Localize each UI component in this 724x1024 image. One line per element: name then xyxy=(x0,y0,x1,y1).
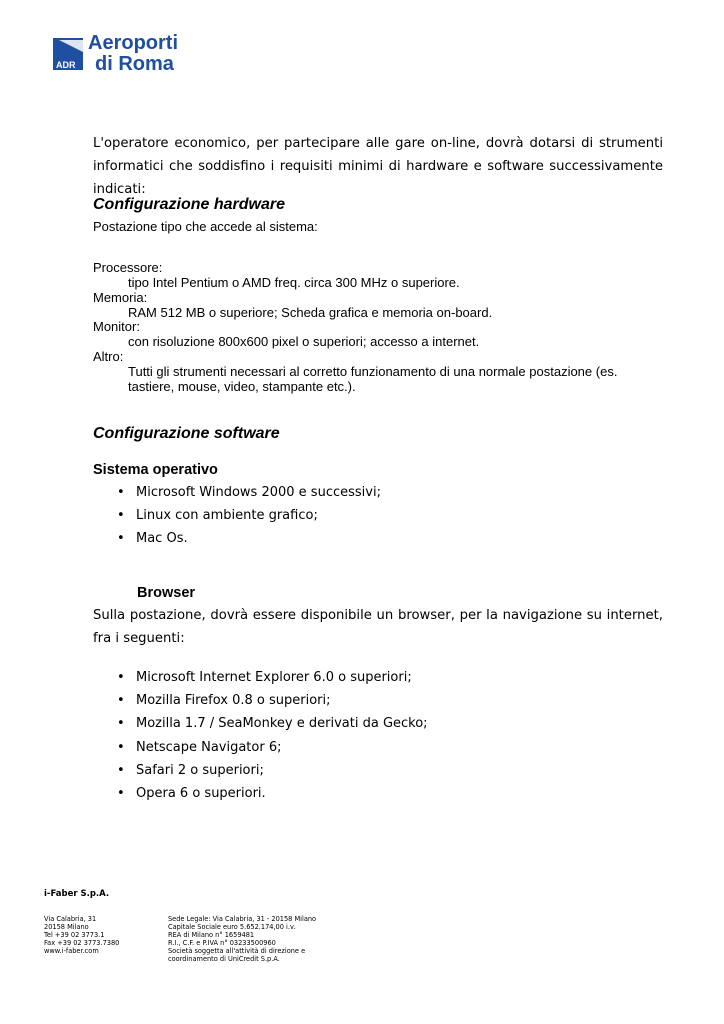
bullet-icon: • xyxy=(117,716,125,732)
logo-line1: Aeroporti xyxy=(88,32,178,54)
os-item: Mac Os. xyxy=(136,531,188,547)
list-item xyxy=(93,692,428,715)
os-item: Linux con ambiente grafico; xyxy=(136,508,318,524)
bullet-icon: • xyxy=(117,508,125,524)
bullet-icon: • xyxy=(117,485,125,500)
hw-processore-label: Processore: xyxy=(93,260,163,275)
aeroporti-di-roma-logo xyxy=(53,30,213,74)
intro-paragraph: L'operatore economico, per partecipare alle gare on-line, dovrà dotarsi di strumenti informatici che soddisfino i requisiti minimi di hardware e software successivamente indicati: xyxy=(93,136,663,197)
list-item xyxy=(93,669,428,692)
hw-memoria-value: RAM 512 MB o superiore; Scheda grafica e memoria on-board. xyxy=(128,305,493,320)
browser-item: Netscape Navigator 6; xyxy=(136,739,282,755)
footer-line: coordinamento di UniCredit S.p.A. xyxy=(168,955,280,963)
footer-line: R.I., C.F. e P.IVA n° 03233500960 xyxy=(168,939,276,947)
hw-processore-value: tipo Intel Pentium o AMD freq. circa 300 MHz o superiore. xyxy=(128,275,460,290)
hw-altro-value: Tutti gli strumenti necessari al corretto funzionamento di una normale postazione (es. tastiere, mouse, video, stampante etc.). xyxy=(128,364,618,394)
list-item xyxy=(93,507,381,530)
footer-company: i-Faber S.p.A. xyxy=(44,889,110,899)
browser-item: Mozilla Firefox 0.8 o superiori; xyxy=(136,693,331,709)
hw-memoria-label: Memoria: xyxy=(93,290,148,305)
os-title: Sistema operativo xyxy=(93,462,218,478)
browser-item: Mozilla 1.7 / SeaMonkey e derivati da Gecko; xyxy=(136,716,428,732)
bullet-icon: • xyxy=(117,739,125,755)
footer-address xyxy=(44,915,119,955)
company-logo xyxy=(53,30,213,74)
browser-title: Browser xyxy=(137,585,196,601)
os-list xyxy=(93,484,381,554)
footer-line: www.i-faber.com xyxy=(44,947,99,955)
logo-line2: di Roma xyxy=(95,53,174,74)
bullet-icon: • xyxy=(117,785,125,801)
logo-badge-text: ADR xyxy=(56,60,76,70)
browser-list xyxy=(93,669,428,808)
footer-line: Capitale Sociale euro 5.652.174,00 i.v. xyxy=(168,923,296,931)
footer-line: REA di Milano n° 1659481 xyxy=(168,931,255,939)
footer-line: Società soggetta all'attività di direzione e xyxy=(168,947,306,955)
list-item xyxy=(93,739,428,762)
footer-line: 20158 Milano xyxy=(44,923,89,931)
footer-line: Fax +39 02 3773.7380 xyxy=(44,939,120,947)
browser-item: Safari 2 o superiori; xyxy=(136,762,264,778)
footer-line: Tel +39 02 3773.1 xyxy=(44,931,105,939)
footer-line: Via Calabria, 31 xyxy=(44,915,97,923)
hardware-title: Configurazione hardware xyxy=(93,196,286,213)
hw-monitor-label: Monitor: xyxy=(93,319,140,334)
bullet-icon: • xyxy=(117,670,125,685)
os-item: Microsoft Windows 2000 e successivi; xyxy=(136,485,381,500)
list-item xyxy=(93,530,381,553)
bullet-icon: • xyxy=(117,531,125,547)
hw-altro-label: Altro: xyxy=(93,349,124,364)
hw-monitor-value: con risoluzione 800x600 pixel o superiori; accesso a internet. xyxy=(128,334,480,349)
bullet-icon: • xyxy=(117,693,125,709)
list-item xyxy=(93,762,428,785)
browser-item: Microsoft Internet Explorer 6.0 o superiori; xyxy=(136,670,412,685)
hardware-subtitle: Postazione tipo che accede al sistema: xyxy=(93,219,318,234)
browser-intro: Sulla postazione, dovrà essere disponibile un browser, per la navigazione su internet, fra i seguenti: xyxy=(93,608,663,646)
footer-legal xyxy=(168,915,316,963)
footer-line: Sede Legale: Via Calabria, 31 - 20158 Milano xyxy=(168,915,317,923)
bullet-icon: • xyxy=(117,762,125,778)
software-title: Configurazione software xyxy=(93,425,280,442)
list-item xyxy=(93,715,428,738)
list-item xyxy=(93,785,428,808)
browser-item: Opera 6 o superiori. xyxy=(136,785,266,801)
list-item xyxy=(93,484,381,507)
